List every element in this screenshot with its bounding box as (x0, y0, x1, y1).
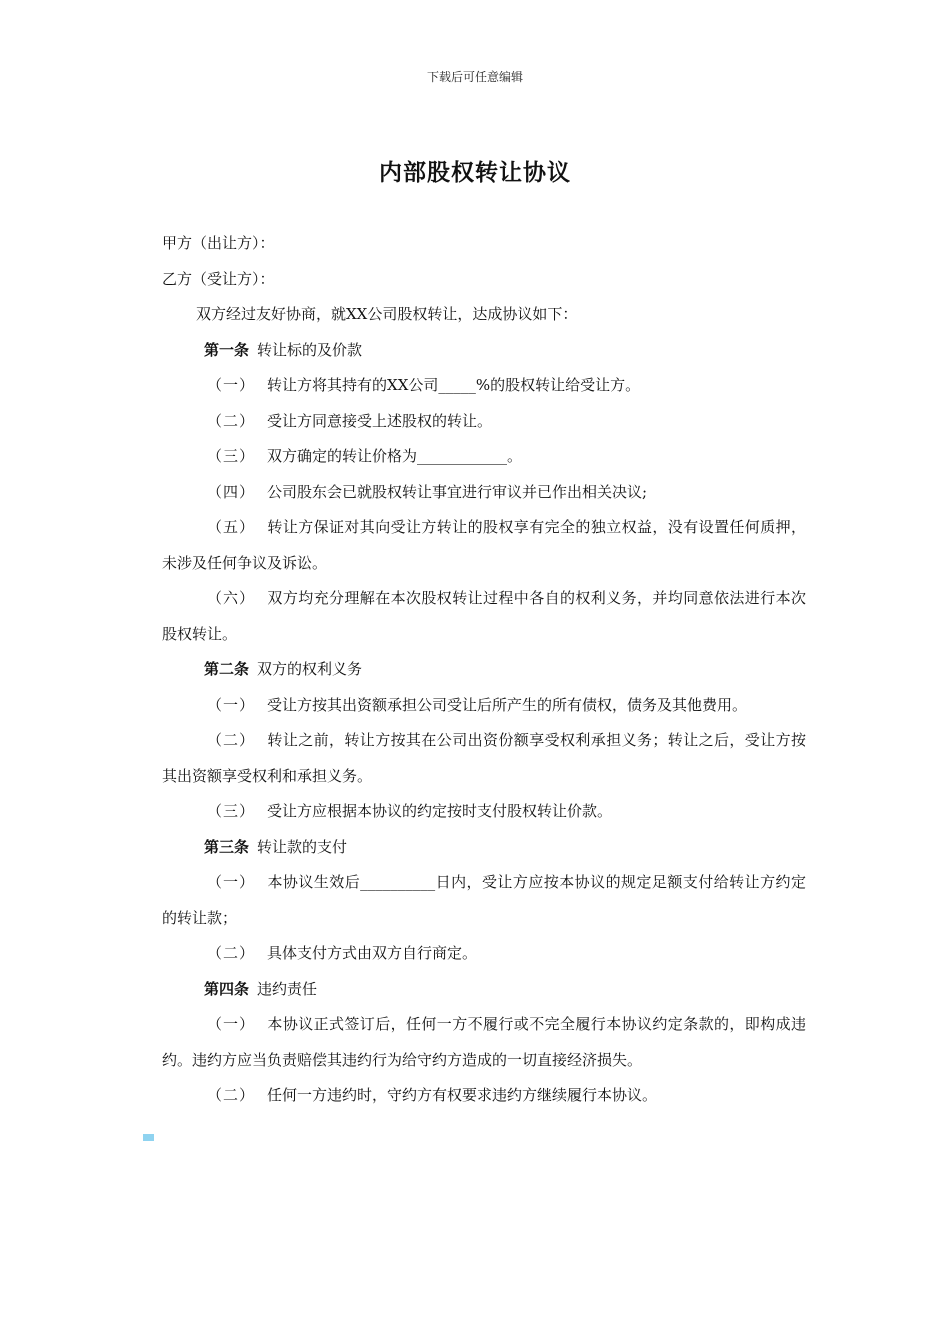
document-title: 内部股权转让协议 (379, 159, 571, 186)
article-heading (162, 333, 806, 369)
clause-text: 转让之前，转让方按其在公司出资份额享受权利承担义务；转让之后，受让方按其出资额享受权利和承担义务。 (162, 731, 806, 785)
clause-number: （二） (207, 731, 256, 749)
article-number: 第三条 (204, 837, 250, 856)
article-number: 第四条 (204, 979, 250, 998)
clause-text: 双方均充分理解在本次股权转让过程中各自的权利义务，并均同意依法进行本次股权转让。 (162, 589, 806, 643)
clause-text: 公司股东会已就股权转让事宜进行审议并已作出相关决议; (267, 482, 648, 501)
clause-number: （四） (207, 482, 256, 501)
clause (162, 865, 806, 936)
clause-text: 转让方保证对其向受让方转让的股权享有完全的独立权益，没有设置任何质押，未涉及任何争议及诉讼。 (162, 518, 806, 572)
intro-paragraph: 双方经过友好协商，就XX公司股权转让，达成协议如下： (196, 305, 578, 323)
clause (162, 936, 806, 972)
clause-text: 双方确定的转让价格为 (267, 447, 418, 465)
clause (162, 439, 806, 475)
clause-text: 任何一方违约时，守约方有权要求违约方继续履行本协议。 (267, 1086, 658, 1104)
clause-number: （三） (207, 447, 256, 465)
clause-number: （一） (207, 695, 256, 714)
party-b-line: 乙方（受让方）： (162, 269, 275, 288)
clause (162, 1078, 806, 1114)
clause-text: 本协议生效后 (267, 873, 361, 891)
article-number: 第二条 (204, 660, 250, 678)
clause-number: （二） (207, 1086, 256, 1104)
article-title: 双方的权利义务 (257, 660, 363, 678)
clause (162, 510, 806, 581)
margin-marker (143, 1134, 154, 1141)
clause-number: （一） (207, 873, 256, 891)
article-heading (162, 972, 806, 1008)
clause (162, 794, 806, 830)
clause (162, 404, 806, 440)
clause-number: （二） (207, 411, 256, 430)
clause-number: （三） (207, 802, 256, 820)
article-title: 违约责任 (257, 979, 318, 998)
clause-text: 日内，受让方应按本协议的规定足额支付给转让方约定的转让款； (162, 873, 806, 927)
fill-blank: ____________ (417, 447, 508, 465)
clause-number: （一） (207, 376, 256, 394)
clause (162, 688, 806, 724)
clause-number: （五） (207, 518, 256, 536)
clause-text: 本协议正式签订后，任何一方不履行或不完全履行本协议约定条款的，即构成违约。违约方应当负责赔偿其违约行为给守约方造成的一切直接经济损失。 (162, 1015, 806, 1069)
clause (162, 723, 806, 794)
clause-number: （一） (207, 1015, 256, 1033)
article-title: 转让款的支付 (257, 837, 348, 856)
clause-text: 受让方应根据本协议的约定按时支付股权转让价款。 (267, 802, 613, 820)
clause-text: 受让方按其出资额承担公司受让后所产生的所有债权，债务及其他费用。 (267, 695, 748, 714)
article-title: 转让标的及价款 (257, 340, 363, 359)
party-a-line: 甲方（出让方）： (162, 234, 275, 252)
article-heading (162, 830, 806, 866)
header-note: 下载后可任意编辑 (426, 70, 523, 84)
document-body (162, 226, 806, 1114)
clause-text: 受让方同意接受上述股权的转让。 (267, 411, 493, 430)
clause-number: （六） (207, 589, 256, 607)
clause (162, 368, 806, 404)
clause (162, 581, 806, 652)
fill-blank: _____ (438, 376, 476, 394)
clause (162, 1007, 806, 1078)
article-number: 第一条 (204, 340, 250, 359)
clause-number: （二） (207, 944, 256, 962)
article-heading (162, 652, 806, 688)
clause-text: %的股权转让给受让方。 (475, 376, 641, 394)
clause-text: 具体支付方式由双方自行商定。 (267, 944, 478, 962)
clause-text: 转让方将其持有的XX公司 (267, 376, 439, 394)
clause-text: 。 (507, 447, 523, 465)
fill-blank: __________ (360, 873, 436, 891)
clause (162, 475, 806, 511)
